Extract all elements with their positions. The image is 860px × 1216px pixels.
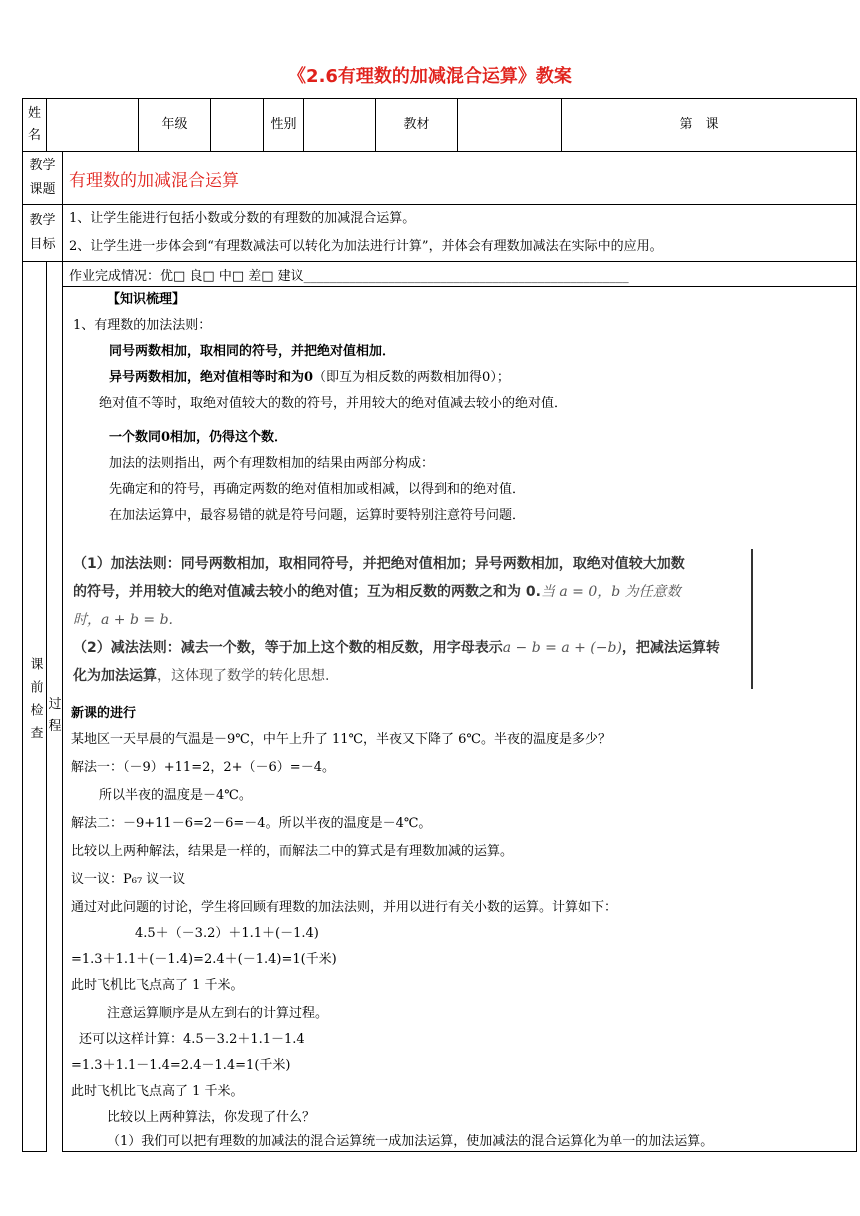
image-formula: a − b = a + (−b) <box>502 640 622 656</box>
topic-label: 教学课题 <box>23 152 63 205</box>
image-line-4c: ，把减法运算转 <box>621 640 720 656</box>
rule-diff-sign-note: （即互为相反数的两数相加得0）； <box>313 370 510 385</box>
image-line-1: （1）加法法则：同号两数相加，取相同符号，并把绝对值相加；异号两数相加，取绝对值较大加数 <box>73 556 685 572</box>
topic-row <box>23 152 857 205</box>
lesson-line: （1）我们可以把有理数的加减法的混合运算统一成加法运算，使加减法的混合运算化为单一的加法运算。 <box>107 1134 714 1149</box>
lesson-number-label: 第 课 <box>562 99 857 152</box>
image-line-3: 时，a + b = b. <box>73 612 173 628</box>
grade-value <box>211 99 264 152</box>
lesson-line: 议一议：P₆₇ 议一议 <box>71 872 186 887</box>
image-line-5b: ，这体现了数学的转化思想. <box>157 668 330 684</box>
document-title: 《2.6有理数的加减混合运算》教案 <box>288 66 572 87</box>
lesson-line: 某地区一天早晨的气温是－9℃，中午上升了 11℃，半夜又下降了 6℃。半夜的温度是多少？ <box>71 732 611 747</box>
lesson-line: 此时飞机比飞点高了 1 千米。 <box>71 1084 244 1099</box>
image-line-5: 化为加法运算 <box>73 668 157 684</box>
rule-same-sign: 同号两数相加，取相同的符号，并把绝对值相加． <box>109 344 396 359</box>
topic-value: 有理数的加减混合运算 <box>63 152 857 205</box>
rule-zero: 一个数同0相加，仍得这个数． <box>109 430 288 445</box>
rule-unequal: 绝对值不等时，取绝对值较大的数的符号，并用较大的绝对值减去较小的绝对值． <box>99 396 568 411</box>
lesson-line: 比较以上两种算法，你发现了什么？ <box>107 1110 316 1125</box>
lesson-line: 还可以这样计算：4.5－3.2＋1.1－1.4 <box>79 1032 305 1047</box>
goals-label: 教学目标 <box>23 205 63 262</box>
lesson-heading: 新课的进行 <box>71 706 137 721</box>
lesson-line: 4.5＋（－3.2）＋1.1＋(－1.4) <box>135 926 319 941</box>
image-line-2: 的符号，并用较大的绝对值减去较小的绝对值；互为相反数的两数之和为 0. <box>73 584 541 600</box>
lesson-line: =1.3＋1.1＋(－1.4)=2.4＋(－1.4)=1(千米) <box>71 952 337 967</box>
content-row <box>23 287 857 1152</box>
goals-row <box>23 205 857 262</box>
lesson-line: =1.3＋1.1－1.4=2.4－1.4=1(千米) <box>71 1058 291 1073</box>
lesson-line: 此时飞机比飞点高了 1 千米。 <box>71 978 244 993</box>
lesson-line: 解法一：（－9）+11=2，2+（－6）=－4。 <box>71 760 335 775</box>
image-border <box>751 549 753 689</box>
goal-item: 2、让学生进一步体会到“有理数减法可以转化为加法进行计算”，并体会有理数加减法在实际中的应用。 <box>69 239 663 254</box>
lesson-line: 通过对此问题的讨论，学生将回顾有理数的加法法则，并用以进行有关小数的运算。计算如下： <box>71 900 618 915</box>
lesson-line: 解法二：－9+11－6=2－6=－4。所以半夜的温度是－4℃。 <box>71 816 432 831</box>
homework-row <box>23 262 857 287</box>
goals-content <box>63 205 857 262</box>
textbook-value <box>458 99 562 152</box>
goal-item: 1、让学生能进行包括小数或分数的有理数的加减混合运算。 <box>69 211 416 226</box>
name-label: 姓名 <box>23 99 47 152</box>
content-cell <box>63 287 857 1152</box>
lesson-line: 注意运算顺序是从左到右的计算过程。 <box>107 1006 329 1021</box>
header-row <box>23 99 857 152</box>
gender-label: 性别 <box>264 99 304 152</box>
lesson-plan-table <box>22 98 857 1152</box>
lesson-line: 所以半夜的温度是－4℃。 <box>99 788 252 803</box>
process-label: 过程 <box>48 697 62 734</box>
rule-note-1: 加法的法则指出，两个有理数相加的结果由两部分构成： <box>109 456 435 471</box>
homework-status: 作业完成情况：优□ 良□ 中□ 差□ 建议__________________________________________________ <box>63 262 857 287</box>
textbook-label: 教材 <box>376 99 458 152</box>
rule-diff-sign: 异号两数相加，绝对值相等时和为0 <box>109 370 314 385</box>
rules-image <box>73 549 755 689</box>
image-line-4: （2）减法法则：减去一个数，等于加上这个数的相反数，用字母表示 <box>73 640 503 656</box>
rule-title: 1、有理数的加法法则： <box>73 318 212 333</box>
grade-label: 年级 <box>139 99 211 152</box>
image-line-2b: 当 a = 0，b 为任意数 <box>540 584 681 600</box>
section-label: 课前检查 <box>23 262 47 1152</box>
rule-note-3: 在加法运算中，最容易错的就是符号问题，运算时要特别注意符号问题． <box>109 508 526 523</box>
lesson-line: 比较以上两种解法，结果是一样的，而解法二中的算式是有理数加减的运算。 <box>71 844 514 859</box>
gender-value <box>304 99 376 152</box>
rule-note-2: 先确定和的符号，再确定两数的绝对值相加或相减，以得到和的绝对值． <box>109 482 526 497</box>
name-value <box>47 99 139 152</box>
knowledge-heading: 【知识梳理】 <box>107 292 186 307</box>
